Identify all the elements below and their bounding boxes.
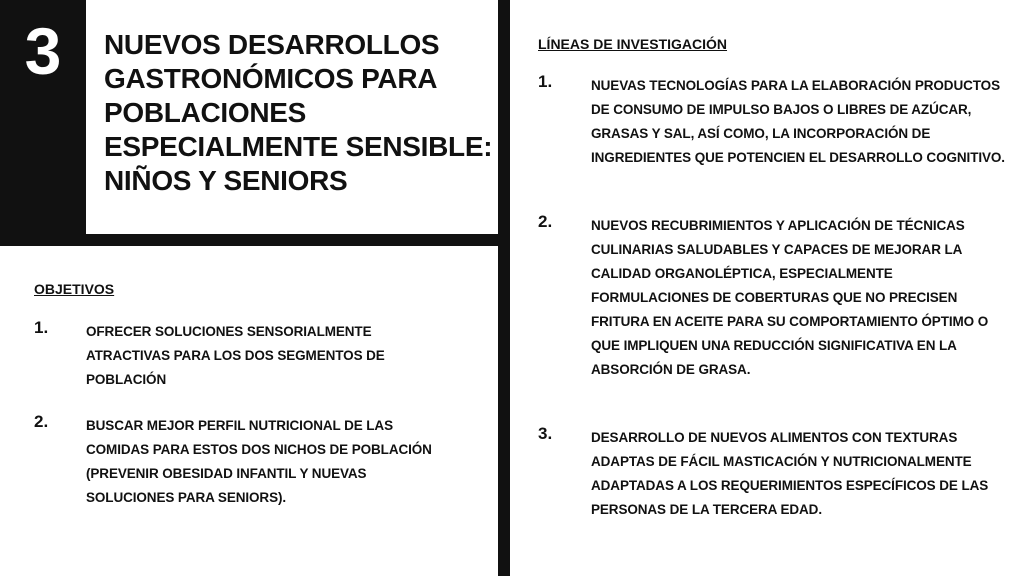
linea-text: DESARROLLO DE NUEVOS ALIMENTOS CON TEXTURAS ADAPTAS DE FÁCIL MASTICACIÓN Y NUTRICIONALMENTE ADAPTADAS A LOS REQUERIMIENTOS ESPECÍFICOS DE LAS PERSONAS DE LA TERCERA EDAD. [591, 430, 989, 517]
lineas-heading: LÍNEAS DE INVESTIGACIÓN [538, 36, 728, 52]
linea-text: NUEVOS RECUBRIMIENTOS Y APLICACIÓN DE TÉCNICAS CULINARIAS SALUDABLES Y CAPACES DE MEJORAR LA CALIDAD ORGANOLÉPTICA, ESPECIALMENTE FORMULACIONES DE COBERTURAS QUE NO PRECISEN FRITURA EN ACEITE PARA SU COMPORTAMIENTO ÓPTIMO O QUE IMPLIQUEN UNA REDUCCIÓN SIGNIFICATIVA EN LA ABSORCIÓN DE GRASA. [591, 218, 989, 377]
objetivos-heading: OBJETIVOS [34, 281, 115, 297]
linea-number: 1. [538, 72, 553, 91]
objetivo-text: OFRECER SOLUCIONES SENSORIALMENTE ATRACTIVAS PARA LOS DOS SEGMENTOS DE POBLACIÓN [86, 324, 385, 387]
linea-number: 3. [538, 424, 553, 443]
linea-number: 2. [538, 212, 553, 231]
vertical-divider [498, 0, 510, 576]
linea-text: NUEVAS TECNOLOGÍAS PARA LA ELABORACIÓN PRODUCTOS DE CONSUMO DE IMPULSO BAJOS O LIBRES DE AZÚCAR, GRASAS Y SAL, ASÍ COMO, LA INCORPORACIÓN DE INGREDIENTES QUE POTENCIEN EL DESARROLLO COGNITIVO. [591, 78, 1005, 165]
objetivo-number: 1. [34, 318, 49, 337]
horizontal-divider [0, 234, 510, 246]
section-number: 3 [24, 14, 62, 88]
objetivo-text: BUSCAR MEJOR PERFIL NUTRICIONAL DE LAS COMIDAS PARA ESTOS DOS NICHOS DE POBLACIÓN (PREVENIR OBESIDAD INFANTIL Y NUEVAS SOLUCIONES PARA SENIORS). [86, 418, 432, 505]
slide-title: NUEVOS DESARROLLOS GASTRONÓMICOS PARA POBLACIONES ESPECIALMENTE SENSIBLE: NIÑOS Y SENIORS [104, 29, 493, 196]
objetivo-number: 2. [34, 412, 49, 431]
